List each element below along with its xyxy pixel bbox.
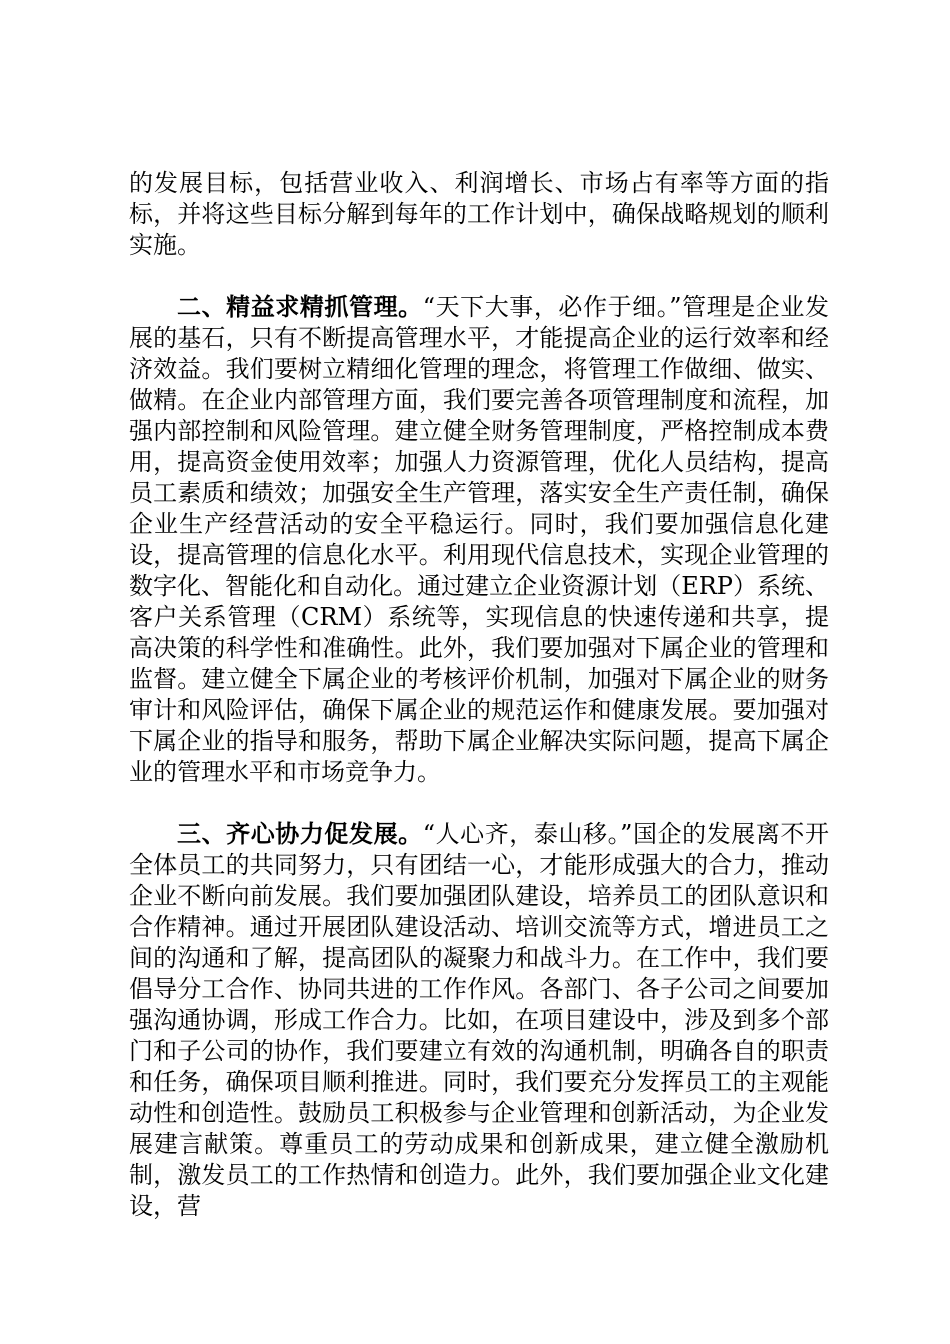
section-development [129, 819, 829, 1222]
paragraph-gap [129, 261, 829, 292]
section-body-management: “天下大事，必作于细。”管理是企业发展的基石，只有不断提高管理水平，才能提高企业的运行效率和经济效益。我们要树立精细化管理的理念，将管理工作做细、做实、做精。在企业内部管理方面，我们要完善各项管理制度和流程，加强内部控制和风险管理。建立健全财务管理制度，严格控制成本费用，提高资金使用效率；加强人力资源管理，优化人员结构，提高员工素质和绩效；加强安全生产管理，落实安全生产责任制，确保企业生产经营活动的安全平稳运行。同时，我们要加强信息化建设，提高管理的信息化水平。利用现代信息技术，实现企业管理的数字化、智能化和自动化。通过建立企业资源计划（ERP）系统、客户关系管理（CRM）系统等，实现信息的快速传递和共享，提高决策的科学性和准确性。此外，我们要加强对下属企业的管理和监督。建立健全下属企业的考核评价机制，加强对下属企业的财务审计和风险评估，确保下属企业的规范运作和健康发展。要加强对下属企业的指导和服务，帮助下属企业解决实际问题，提高下属企业的管理水平和市场竞争力。 [129, 293, 830, 786]
paragraph-continuation: 的发展目标，包括营业收入、利润增长、市场占有率等方面的指标，并将这些目标分解到每年的工作计划中，确保战略规划的顺利实施。 [129, 169, 829, 259]
section-heading-development: 三、齐心协力促发展。 [177, 820, 423, 848]
paragraph-gap [129, 788, 829, 819]
document-body [129, 168, 829, 1222]
section-management [129, 292, 829, 788]
section-heading-management: 二、精益求精抓管理。 [177, 293, 423, 321]
section-body-development: “人心齐，泰山移。”国企的发展离不开全体员工的共同努力，只有团结一心，才能形成强大的合力，推动企业不断向前发展。我们要加强团队建设，培养员工的团队意识和合作精神。通过开展团队建设活动、培训交流等方式，增进员工之间的沟通和了解，提高团队的凝聚力和战斗力。在工作中，我们要倡导分工合作、协同共进的工作作风。各部门、各子公司之间要加强沟通协调，形成工作合力。比如，在项目建设中，涉及到多个部门和子公司的协作，我们要建立有效的沟通机制，明确各自的职责和任务，确保项目顺利推进。同时，我们要充分发挥员工的主观能动性和创造性。鼓励员工积极参与企业管理和创新活动，为企业发展建言献策。尊重员工的劳动成果和创新成果，建立健全激励机制，激发员工的工作热情和创造力。此外，我们要加强企业文化建设，营 [129, 820, 830, 1220]
